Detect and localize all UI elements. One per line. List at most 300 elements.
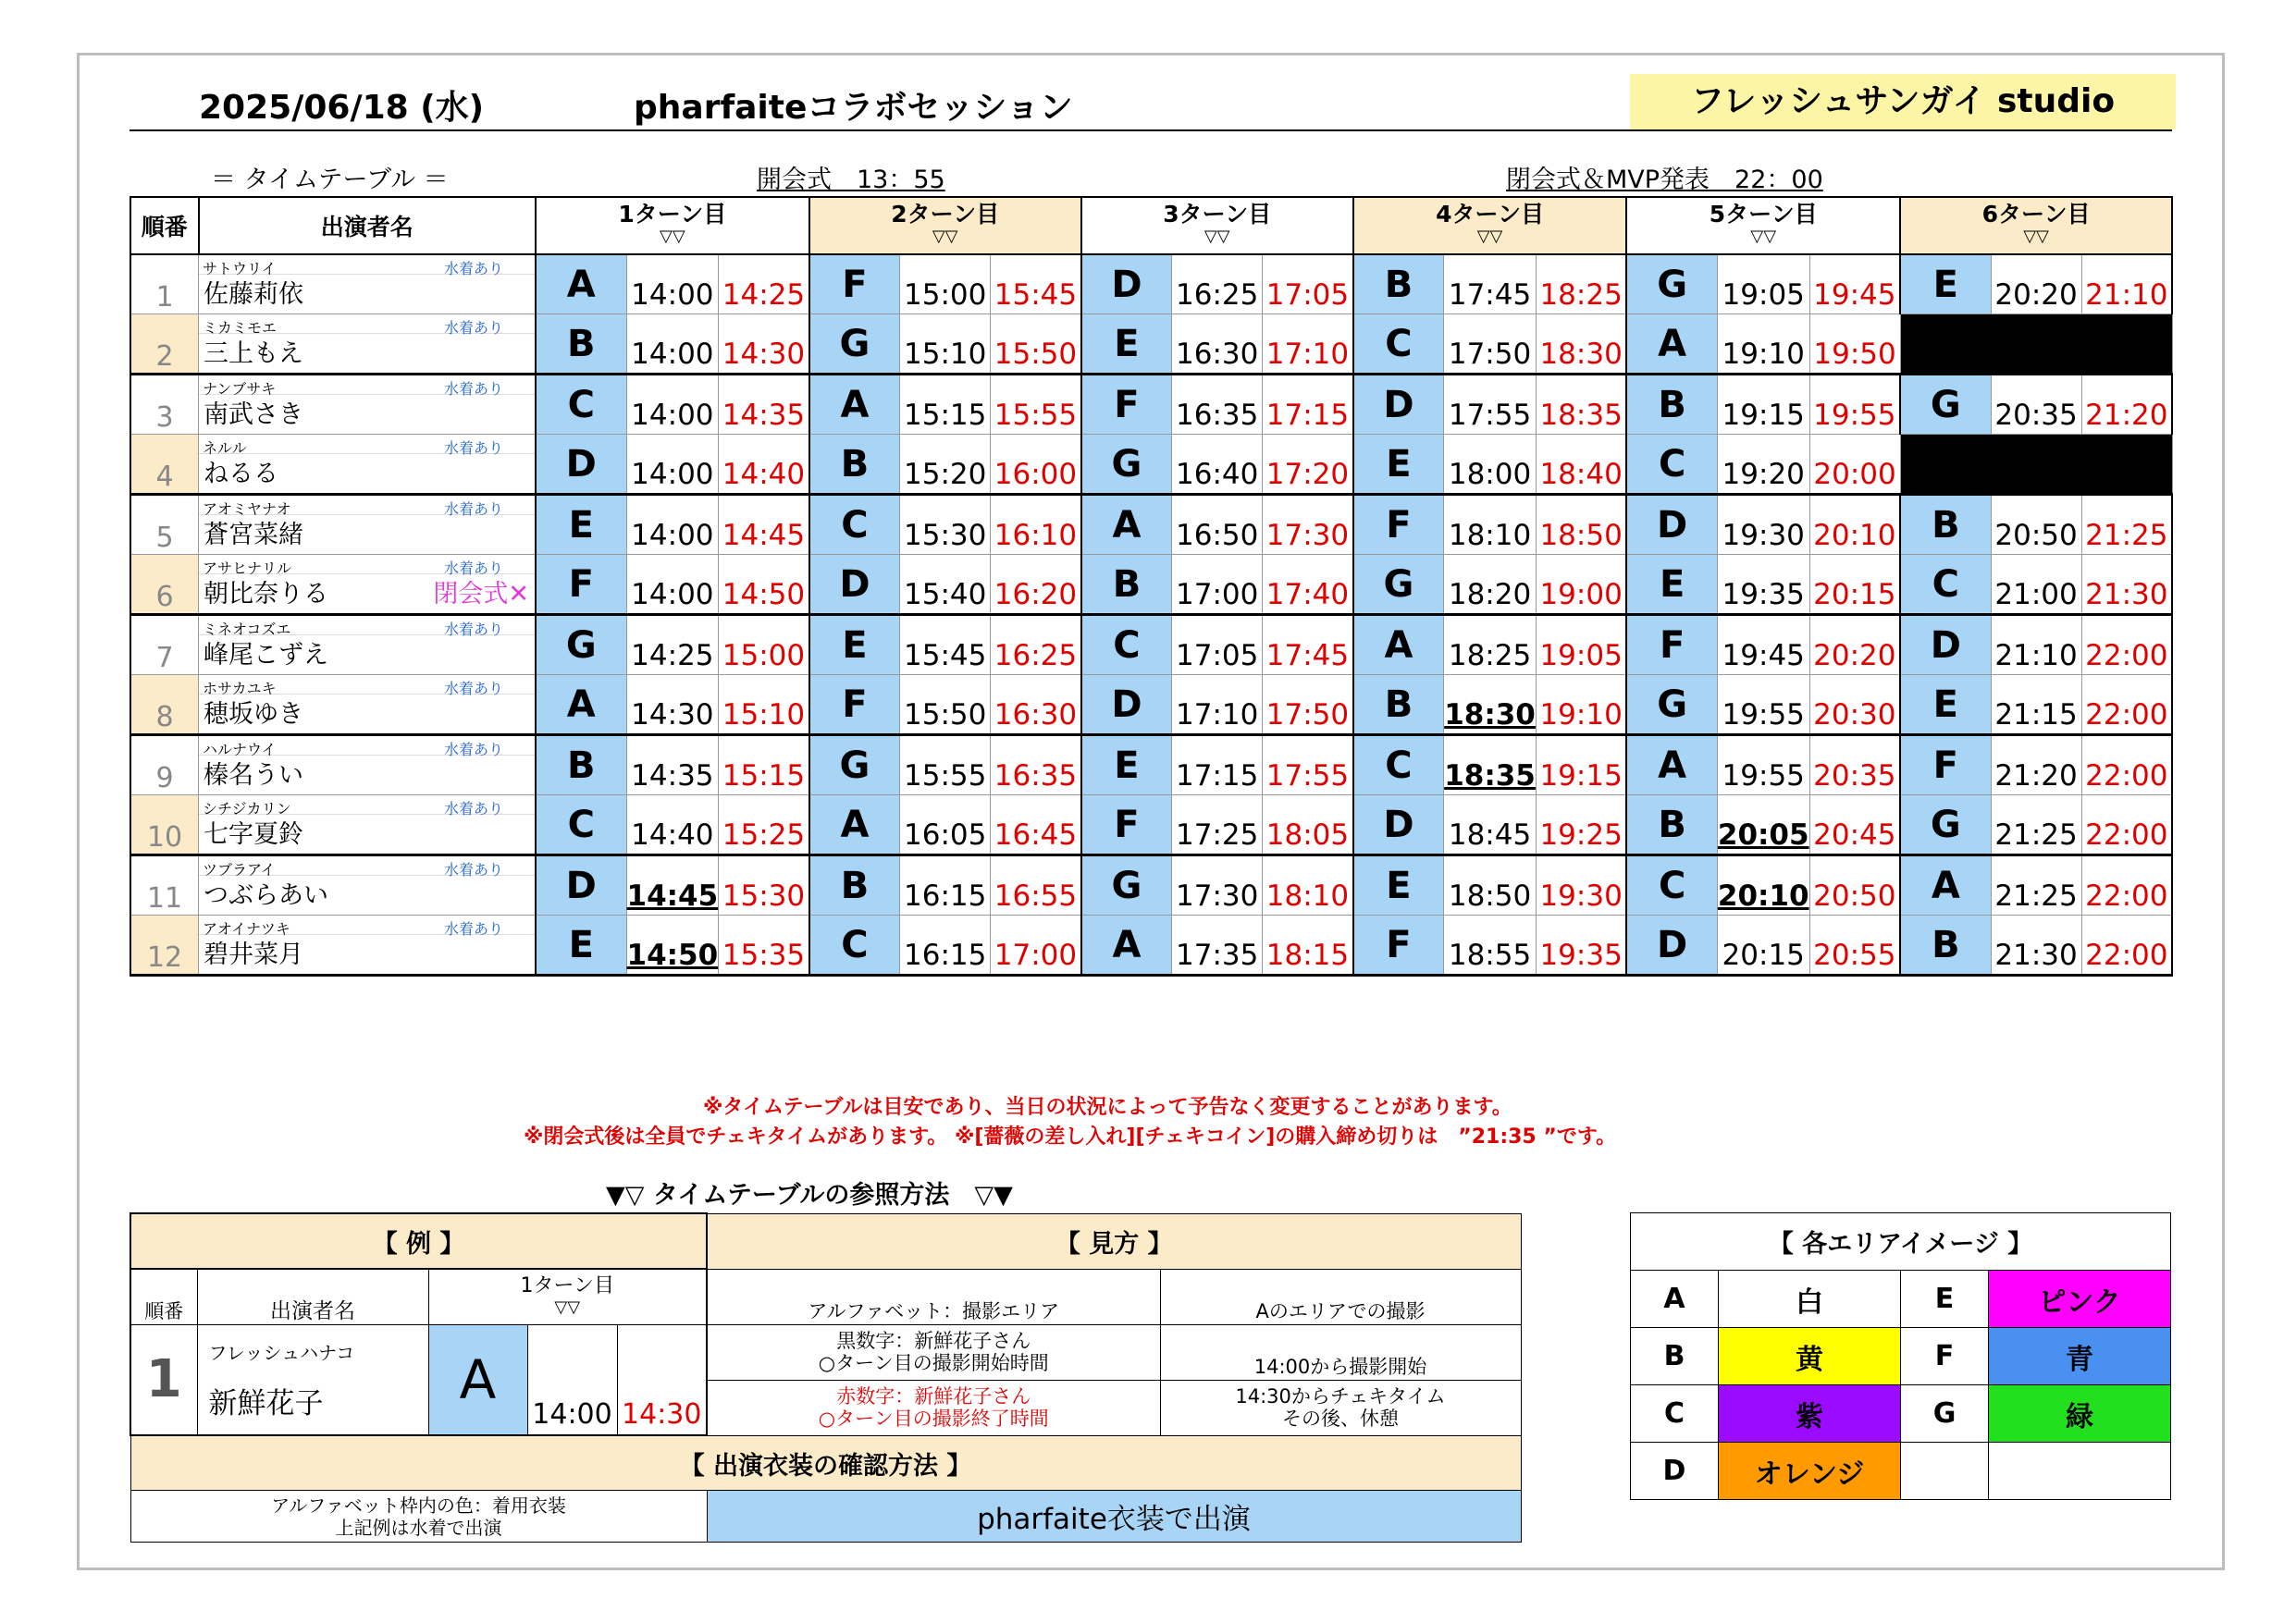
area-letter: B — [1626, 795, 1717, 855]
table-row — [130, 615, 2172, 675]
performer-kana-row — [199, 616, 535, 638]
end-time: 14:35 — [719, 375, 809, 435]
start-time: 21:30 — [1991, 916, 2081, 976]
performer-kana: ミカミモエ — [203, 319, 278, 337]
area-letter: G — [1353, 555, 1444, 615]
end-time: 16:10 — [991, 495, 1081, 555]
closing-absent-note — [529, 635, 535, 674]
area-letter: C — [809, 916, 900, 976]
row-number: 3 — [130, 375, 199, 435]
closing-absent-note — [529, 515, 535, 554]
turn-label: 4ターン目 — [1436, 201, 1544, 227]
area-letter: A — [536, 675, 626, 735]
timetable — [130, 196, 2173, 977]
ex-start: 14:00 — [527, 1324, 617, 1435]
performer-name-row — [199, 876, 535, 915]
start-time: 15:40 — [900, 555, 991, 615]
closing-absent-note — [529, 454, 535, 493]
performer-name-row — [199, 454, 535, 493]
performer-kana: シチジカリン — [203, 800, 291, 818]
ex-col-turn — [428, 1269, 707, 1324]
start-time: 18:00 — [1444, 435, 1537, 495]
ex-letter: A — [428, 1324, 527, 1435]
start-time: 17:30 — [1172, 855, 1263, 916]
start-time: 20:15 — [1717, 916, 1809, 976]
view-black-number-line1: 黒数字：新鮮花子さん — [836, 1330, 1031, 1352]
swimsuit-badge: 水着あり — [443, 439, 503, 457]
area-letter: B — [1900, 495, 1991, 555]
performer-kana: アオミヤナオ — [203, 500, 291, 518]
area-letter: D — [1353, 375, 1444, 435]
row-number: 7 — [130, 615, 199, 675]
area-letter: E — [536, 495, 626, 555]
performer-kana-row — [199, 255, 535, 275]
end-time: 16:00 — [991, 435, 1081, 495]
end-time: 14:50 — [719, 555, 809, 615]
area-row — [1631, 1443, 2171, 1500]
turn-mark: ▽▽ — [1204, 227, 1230, 246]
performer-name-row — [199, 395, 535, 434]
table-row — [130, 735, 2172, 795]
start-time: 14:00 — [626, 435, 719, 495]
area-letter: G — [1900, 375, 1991, 435]
end-time: 20:20 — [1809, 615, 1900, 675]
area-color-d: オレンジ — [1719, 1443, 1901, 1500]
start-time: 14:40 — [626, 795, 719, 855]
turn-label: 2ターン目 — [891, 201, 1000, 227]
table-row — [130, 314, 2172, 375]
end-time: 16:20 — [991, 555, 1081, 615]
area-letter: D — [1626, 495, 1717, 555]
area-empty — [1989, 1443, 2171, 1500]
turn-label: 3ターン目 — [1163, 201, 1272, 227]
area-letter: F — [1353, 916, 1444, 976]
start-time: 20:20 — [1991, 254, 2081, 314]
end-time: 18:40 — [1536, 435, 1626, 495]
table-row — [130, 555, 2172, 615]
area-letter: E — [1353, 435, 1444, 495]
performer-kana: ネルル — [203, 439, 247, 457]
performer-name: つぶらあい — [204, 881, 328, 910]
area-letter: F — [1353, 495, 1444, 555]
view-red-desc-line1: 14:30からチェキタイム — [1235, 1385, 1446, 1408]
performer-name-row — [199, 275, 535, 314]
start-time: 15:45 — [900, 615, 991, 675]
area-row — [1631, 1385, 2171, 1443]
table-row — [130, 795, 2172, 855]
end-time: 20:15 — [1809, 555, 1900, 615]
area-letter: E — [1353, 855, 1444, 916]
performer-kana: ツブラアイ — [203, 861, 276, 879]
row-number: 8 — [130, 675, 199, 735]
start-time: 21:25 — [1991, 855, 2081, 916]
view-alphabet-desc: Aのエリアでの撮影 — [1160, 1269, 1521, 1324]
area-letter-c: C — [1631, 1385, 1719, 1443]
area-letter: A — [536, 254, 626, 314]
area-letter: F — [1900, 735, 1991, 795]
view-header: 【 見方 】 — [707, 1213, 1521, 1269]
turn-mark: ▽▽ — [1476, 227, 1503, 246]
table-row — [130, 375, 2172, 435]
area-letter: E — [1081, 735, 1172, 795]
swimsuit-badge: 水着あり — [443, 800, 503, 818]
end-time: 18:35 — [1536, 375, 1626, 435]
area-letter: G — [809, 735, 900, 795]
performer-kana: ミネオコズエ — [203, 621, 291, 638]
start-time: 19:55 — [1717, 675, 1809, 735]
performer-name: 榛名うい — [204, 761, 303, 790]
start-time: 17:55 — [1444, 375, 1537, 435]
end-time: 17:55 — [1263, 735, 1353, 795]
end-time: 21:10 — [2081, 254, 2172, 314]
end-time: 16:30 — [991, 675, 1081, 735]
how-to-title: ▼▽ タイムテーブルの参照方法 ▽▼ — [606, 1181, 1013, 1210]
performer-name-row — [199, 334, 535, 373]
area-letter: B — [536, 314, 626, 375]
end-time: 14:45 — [719, 495, 809, 555]
area-letter: A — [1353, 615, 1444, 675]
area-letter: D — [1353, 795, 1444, 855]
start-time: 21:00 — [1991, 555, 2081, 615]
area-letter: C — [1626, 855, 1717, 916]
note-schedule-change: ※タイムテーブルは目安であり、当日の状況によって予告なく変更することがあります。 — [703, 1096, 1512, 1119]
area-color-b: 黄 — [1719, 1328, 1901, 1385]
row-number: 10 — [130, 795, 199, 855]
end-time: 17:05 — [1263, 254, 1353, 314]
performer-kana-row — [199, 496, 535, 518]
swimsuit-badge: 水着あり — [443, 319, 503, 337]
event-date: 2025/06/18 (水) — [199, 89, 485, 127]
col-performer: 出演者名 — [199, 197, 537, 254]
start-time: 21:25 — [1991, 795, 2081, 855]
row-number: 1 — [130, 254, 199, 314]
area-letter: E — [1081, 314, 1172, 375]
start-time: 16:40 — [1172, 435, 1263, 495]
start-time: 19:05 — [1717, 254, 1809, 314]
closing-absent-note — [529, 876, 535, 915]
performer-name-row — [199, 635, 535, 674]
closing-absent-note: 閉会式✕ — [433, 580, 529, 609]
area-letter: E — [536, 916, 626, 976]
view-alphabet-label: アルファベット：撮影エリア — [707, 1269, 1160, 1324]
area-letter: F — [809, 254, 900, 314]
area-letter: G — [1626, 675, 1717, 735]
closing-absent-note — [529, 334, 535, 373]
performer-name: 峰尾こずえ — [204, 641, 328, 670]
area-letter: F — [1081, 795, 1172, 855]
end-time: 20:30 — [1809, 675, 1900, 735]
start-time: 20:35 — [1991, 375, 2081, 435]
area-letter: A — [809, 375, 900, 435]
area-letter: F — [536, 555, 626, 615]
start-time: 14:45 — [626, 855, 719, 916]
start-time: 18:55 — [1444, 916, 1537, 976]
area-letter-g: G — [1901, 1385, 1989, 1443]
end-time: 22:00 — [2081, 795, 2172, 855]
end-time: 17:00 — [991, 916, 1081, 976]
row-number: 5 — [130, 495, 199, 555]
end-time: 19:25 — [1536, 795, 1626, 855]
end-time: 19:15 — [1536, 735, 1626, 795]
area-letter: C — [809, 495, 900, 555]
area-letter: G — [536, 615, 626, 675]
start-time: 19:35 — [1717, 555, 1809, 615]
performer-name-row — [199, 756, 535, 794]
end-time: 17:50 — [1263, 675, 1353, 735]
area-image-table — [1630, 1212, 2171, 1500]
end-time: 20:35 — [1809, 735, 1900, 795]
start-time: 14:25 — [626, 615, 719, 675]
performer-cell — [199, 555, 537, 615]
area-letter: B — [1626, 375, 1717, 435]
closing-absent-note — [529, 275, 535, 314]
end-time: 14:40 — [719, 435, 809, 495]
timetable-header — [130, 197, 2172, 254]
turn-header-2 — [809, 197, 1081, 254]
performer-cell — [199, 916, 537, 976]
area-letter: A — [809, 795, 900, 855]
swimsuit-badge: 水着あり — [443, 559, 503, 577]
performer-name-row — [199, 574, 535, 613]
table-row — [130, 855, 2172, 916]
start-time: 18:25 — [1444, 615, 1537, 675]
performer-name: 蒼宮菜緒 — [204, 521, 303, 549]
performer-kana: サトウリイ — [203, 260, 277, 277]
end-time: 20:00 — [1809, 435, 1900, 495]
start-time: 20:10 — [1717, 855, 1809, 916]
start-time: 14:30 — [626, 675, 719, 735]
area-title: 【 各エリアイメージ 】 — [1631, 1213, 2171, 1271]
area-letter: D — [536, 435, 626, 495]
end-time: 15:15 — [719, 735, 809, 795]
area-letter: F — [1626, 615, 1717, 675]
performer-kana-row — [199, 856, 535, 879]
no-slot-block — [1900, 435, 2172, 495]
end-time: 20:55 — [1809, 916, 1900, 976]
start-time: 18:20 — [1444, 555, 1537, 615]
area-letter: C — [536, 375, 626, 435]
performer-cell — [199, 314, 537, 375]
swimsuit-badge: 水着あり — [443, 500, 503, 518]
performer-name: 七字夏鈴 — [204, 820, 303, 849]
area-letter: B — [536, 735, 626, 795]
area-letter: D — [1626, 916, 1717, 976]
end-time: 20:50 — [1809, 855, 1900, 916]
area-row — [1631, 1328, 2171, 1385]
how-to-table — [130, 1212, 1522, 1543]
start-time: 14:00 — [626, 555, 719, 615]
end-time: 18:50 — [1536, 495, 1626, 555]
end-time: 17:15 — [1263, 375, 1353, 435]
no-slot-block — [1900, 314, 2172, 375]
turn-header-3 — [1081, 197, 1353, 254]
start-time: 17:05 — [1172, 615, 1263, 675]
end-time: 17:40 — [1263, 555, 1353, 615]
end-time: 19:45 — [1809, 254, 1900, 314]
end-time: 15:35 — [719, 916, 809, 976]
end-time: 19:10 — [1536, 675, 1626, 735]
end-time: 19:55 — [1809, 375, 1900, 435]
start-time: 14:50 — [626, 916, 719, 976]
area-letter: B — [1353, 254, 1444, 314]
start-time: 19:30 — [1717, 495, 1809, 555]
start-time: 18:10 — [1444, 495, 1537, 555]
area-letter: G — [1081, 435, 1172, 495]
turn-header-6 — [1900, 197, 2172, 254]
ex-col-order: 順番 — [130, 1269, 197, 1324]
swimsuit-badge: 水着あり — [443, 621, 503, 638]
start-time: 18:45 — [1444, 795, 1537, 855]
performer-cell — [199, 495, 537, 555]
col-order: 順番 — [130, 197, 199, 254]
end-time: 18:05 — [1263, 795, 1353, 855]
performer-kana-row — [199, 375, 535, 398]
start-time: 17:50 — [1444, 314, 1537, 375]
end-time: 19:50 — [1809, 314, 1900, 375]
end-time: 19:30 — [1536, 855, 1626, 916]
start-time: 20:05 — [1717, 795, 1809, 855]
start-time: 17:15 — [1172, 735, 1263, 795]
area-letter: C — [1081, 615, 1172, 675]
turn-mark: ▽▽ — [1750, 227, 1777, 246]
start-time: 20:50 — [1991, 495, 2081, 555]
start-time: 17:00 — [1172, 555, 1263, 615]
end-time: 17:10 — [1263, 314, 1353, 375]
area-color-g: 緑 — [1989, 1385, 2171, 1443]
area-letter: D — [1081, 254, 1172, 314]
performer-cell — [199, 435, 537, 495]
table-row — [130, 435, 2172, 495]
end-time: 21:30 — [2081, 555, 2172, 615]
area-letter: C — [1353, 314, 1444, 375]
end-time: 15:00 — [719, 615, 809, 675]
ex-kana: フレッシュハナコ — [208, 1341, 355, 1364]
swimsuit-badge: 水着あり — [443, 861, 503, 879]
start-time: 15:00 — [900, 254, 991, 314]
example-header: 【 例 】 — [130, 1213, 707, 1269]
start-time: 15:20 — [900, 435, 991, 495]
timetable-label: ＝ タイムテーブル ＝ — [211, 166, 449, 194]
area-letter: F — [1081, 375, 1172, 435]
start-time: 15:15 — [900, 375, 991, 435]
end-time: 16:25 — [991, 615, 1081, 675]
table-row — [130, 495, 2172, 555]
start-time: 19:45 — [1717, 615, 1809, 675]
performer-cell — [199, 735, 537, 795]
start-time: 21:10 — [1991, 615, 2081, 675]
end-time: 18:25 — [1536, 254, 1626, 314]
start-time: 17:45 — [1444, 254, 1537, 314]
area-letter-b: B — [1631, 1328, 1719, 1385]
view-black-desc: 14:00から撮影開始 — [1160, 1324, 1521, 1380]
table-row — [130, 675, 2172, 735]
performer-cell — [199, 795, 537, 855]
end-time: 22:00 — [2081, 615, 2172, 675]
area-letter-d: D — [1631, 1443, 1719, 1500]
start-time: 16:30 — [1172, 314, 1263, 375]
ex-num: 1 — [130, 1324, 197, 1435]
view-black-number — [707, 1324, 1160, 1380]
start-time: 17:25 — [1172, 795, 1263, 855]
ex-turn-mark: ▽▽ — [554, 1297, 581, 1317]
area-letter: G — [809, 314, 900, 375]
performer-cell — [199, 675, 537, 735]
end-time: 18:30 — [1536, 314, 1626, 375]
view-black-number-line2: ○ターン目の撮影開始時間 — [818, 1352, 1049, 1374]
event-title: pharfaiteコラボセッション — [634, 89, 1073, 127]
opening-ceremony: 開会式 13：55 — [757, 166, 945, 194]
performer-kana: ナンブサキ — [203, 380, 277, 398]
ex-col-performer: 出演者名 — [197, 1269, 428, 1324]
area-letter: C — [1626, 435, 1717, 495]
start-time: 16:05 — [900, 795, 991, 855]
closing-absent-note — [529, 815, 535, 854]
performer-name-row — [199, 935, 535, 974]
end-time: 20:10 — [1809, 495, 1900, 555]
turn-header-5 — [1626, 197, 1900, 254]
start-time: 14:35 — [626, 735, 719, 795]
performer-name: ねるる — [204, 460, 278, 488]
performer-name: 南武さき — [204, 400, 303, 429]
start-time: 18:50 — [1444, 855, 1537, 916]
area-letter: E — [809, 615, 900, 675]
row-number: 9 — [130, 735, 199, 795]
end-time: 15:30 — [719, 855, 809, 916]
swimsuit-badge: 水着あり — [443, 380, 503, 398]
area-letter: C — [1353, 735, 1444, 795]
end-time: 17:30 — [1263, 495, 1353, 555]
end-time: 22:00 — [2081, 675, 2172, 735]
performer-name: 佐藤莉依 — [204, 280, 303, 309]
costume-left — [130, 1491, 707, 1543]
costume-left-line1: アルファベット枠内の色：着用衣装 — [271, 1494, 566, 1517]
turn-header-4 — [1353, 197, 1627, 254]
end-time: 16:35 — [991, 735, 1081, 795]
start-time: 16:15 — [900, 916, 991, 976]
row-number: 2 — [130, 314, 199, 375]
area-letter: G — [1626, 254, 1717, 314]
area-letter: A — [1626, 735, 1717, 795]
area-color-c: 紫 — [1719, 1385, 1901, 1443]
row-number: 4 — [130, 435, 199, 495]
area-letter: B — [1353, 675, 1444, 735]
end-time: 16:45 — [991, 795, 1081, 855]
area-letter-a: A — [1631, 1271, 1719, 1328]
costume-header: 【 出演衣装の確認方法 】 — [130, 1435, 1521, 1491]
start-time: 14:00 — [626, 254, 719, 314]
start-time: 15:50 — [900, 675, 991, 735]
note-cheki-time: ※閉会式後は全員でチェキタイムがあります。 ※[薔薇の差し入れ][チェキコイン]の購入締め切りは ”21:35 ”です。 — [524, 1125, 1617, 1149]
closing-absent-note — [529, 695, 535, 733]
area-letter-e: E — [1901, 1271, 1989, 1328]
start-time: 16:35 — [1172, 375, 1263, 435]
area-letter: D — [1900, 615, 1991, 675]
swimsuit-badge: 水着あり — [443, 741, 503, 758]
start-time: 15:30 — [900, 495, 991, 555]
turn-mark: ▽▽ — [2023, 227, 2049, 246]
performer-cell — [199, 855, 537, 916]
performer-kana-row — [199, 555, 535, 577]
ex-performer-cell — [197, 1324, 428, 1435]
performer-kana: ハルナウイ — [203, 741, 277, 758]
area-letter: C — [1900, 555, 1991, 615]
view-red-number — [707, 1380, 1160, 1435]
performer-name-row — [199, 815, 535, 854]
studio-name: フレッシュサンガイ studio — [1630, 74, 2176, 129]
start-time: 15:55 — [900, 735, 991, 795]
end-time: 19:05 — [1536, 615, 1626, 675]
area-letter: B — [1900, 916, 1991, 976]
